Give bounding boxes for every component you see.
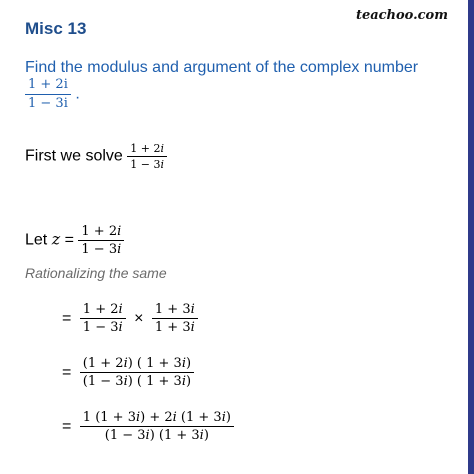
first-solve-line: [25, 142, 167, 171]
let-label: Let: [25, 231, 48, 249]
step-3-fraction: [80, 410, 234, 443]
step-2-equals: =: [62, 363, 72, 381]
step-3-denominator: (1 − 3𝑖) (1 + 3𝑖): [104, 428, 209, 443]
step-1-denominator-a: 1 − 3𝑖: [82, 320, 123, 335]
step-2-line: [58, 356, 194, 389]
let-equals: =: [64, 231, 74, 249]
step-3-line: [58, 410, 234, 443]
question-text: [25, 58, 465, 111]
step-2-numerator: (1 + 2𝑖) ( 1 + 3𝑖): [80, 356, 194, 373]
step-1-numerator-a: 1 + 2𝑖: [80, 302, 126, 319]
teachoo-logo: teachoo.com: [355, 8, 448, 23]
step-1-denominator-b: 1 + 3𝑖: [154, 320, 195, 335]
z-variable: 𝑧: [51, 229, 61, 249]
step-3-equals: =: [62, 417, 72, 435]
question-numerator: 1 + 2i: [25, 77, 71, 95]
first-solve-numerator: 1 + 2𝑖: [127, 142, 167, 157]
step-1-fraction-a: [80, 302, 126, 335]
step-1-line: [58, 302, 198, 335]
step-1-times: ×: [134, 309, 144, 327]
question-denominator: 1 − 3i: [28, 95, 68, 111]
step-3-numerator: 1 (1 + 3𝑖) + 2𝑖 (1 + 3𝑖): [80, 410, 234, 427]
first-solve-fraction: [127, 142, 167, 171]
let-z-numerator: 1 + 2𝑖: [78, 224, 124, 241]
rationalizing-note: Rationalizing the same: [25, 265, 167, 281]
right-edge-bar: [468, 0, 474, 474]
question-end: .: [75, 85, 80, 103]
question-fraction: [25, 77, 71, 111]
step-1-numerator-b: 1 + 3𝑖: [152, 302, 198, 319]
first-solve-label: First we solve: [25, 147, 123, 165]
page-title: Misc 13: [25, 19, 87, 38]
step-2-denominator: (1 − 3𝑖) ( 1 + 3𝑖): [82, 374, 192, 389]
step-1-fraction-b: [152, 302, 198, 335]
let-z-fraction: [78, 224, 124, 257]
question-label: Find the modulus and argument of the complex number: [25, 59, 419, 76]
step-1-equals: =: [62, 309, 72, 327]
first-solve-denominator: 1 − 3𝑖: [130, 158, 164, 171]
let-z-denominator: 1 − 3𝑖: [81, 242, 122, 257]
step-2-fraction: [80, 356, 194, 389]
let-z-line: [25, 224, 124, 257]
